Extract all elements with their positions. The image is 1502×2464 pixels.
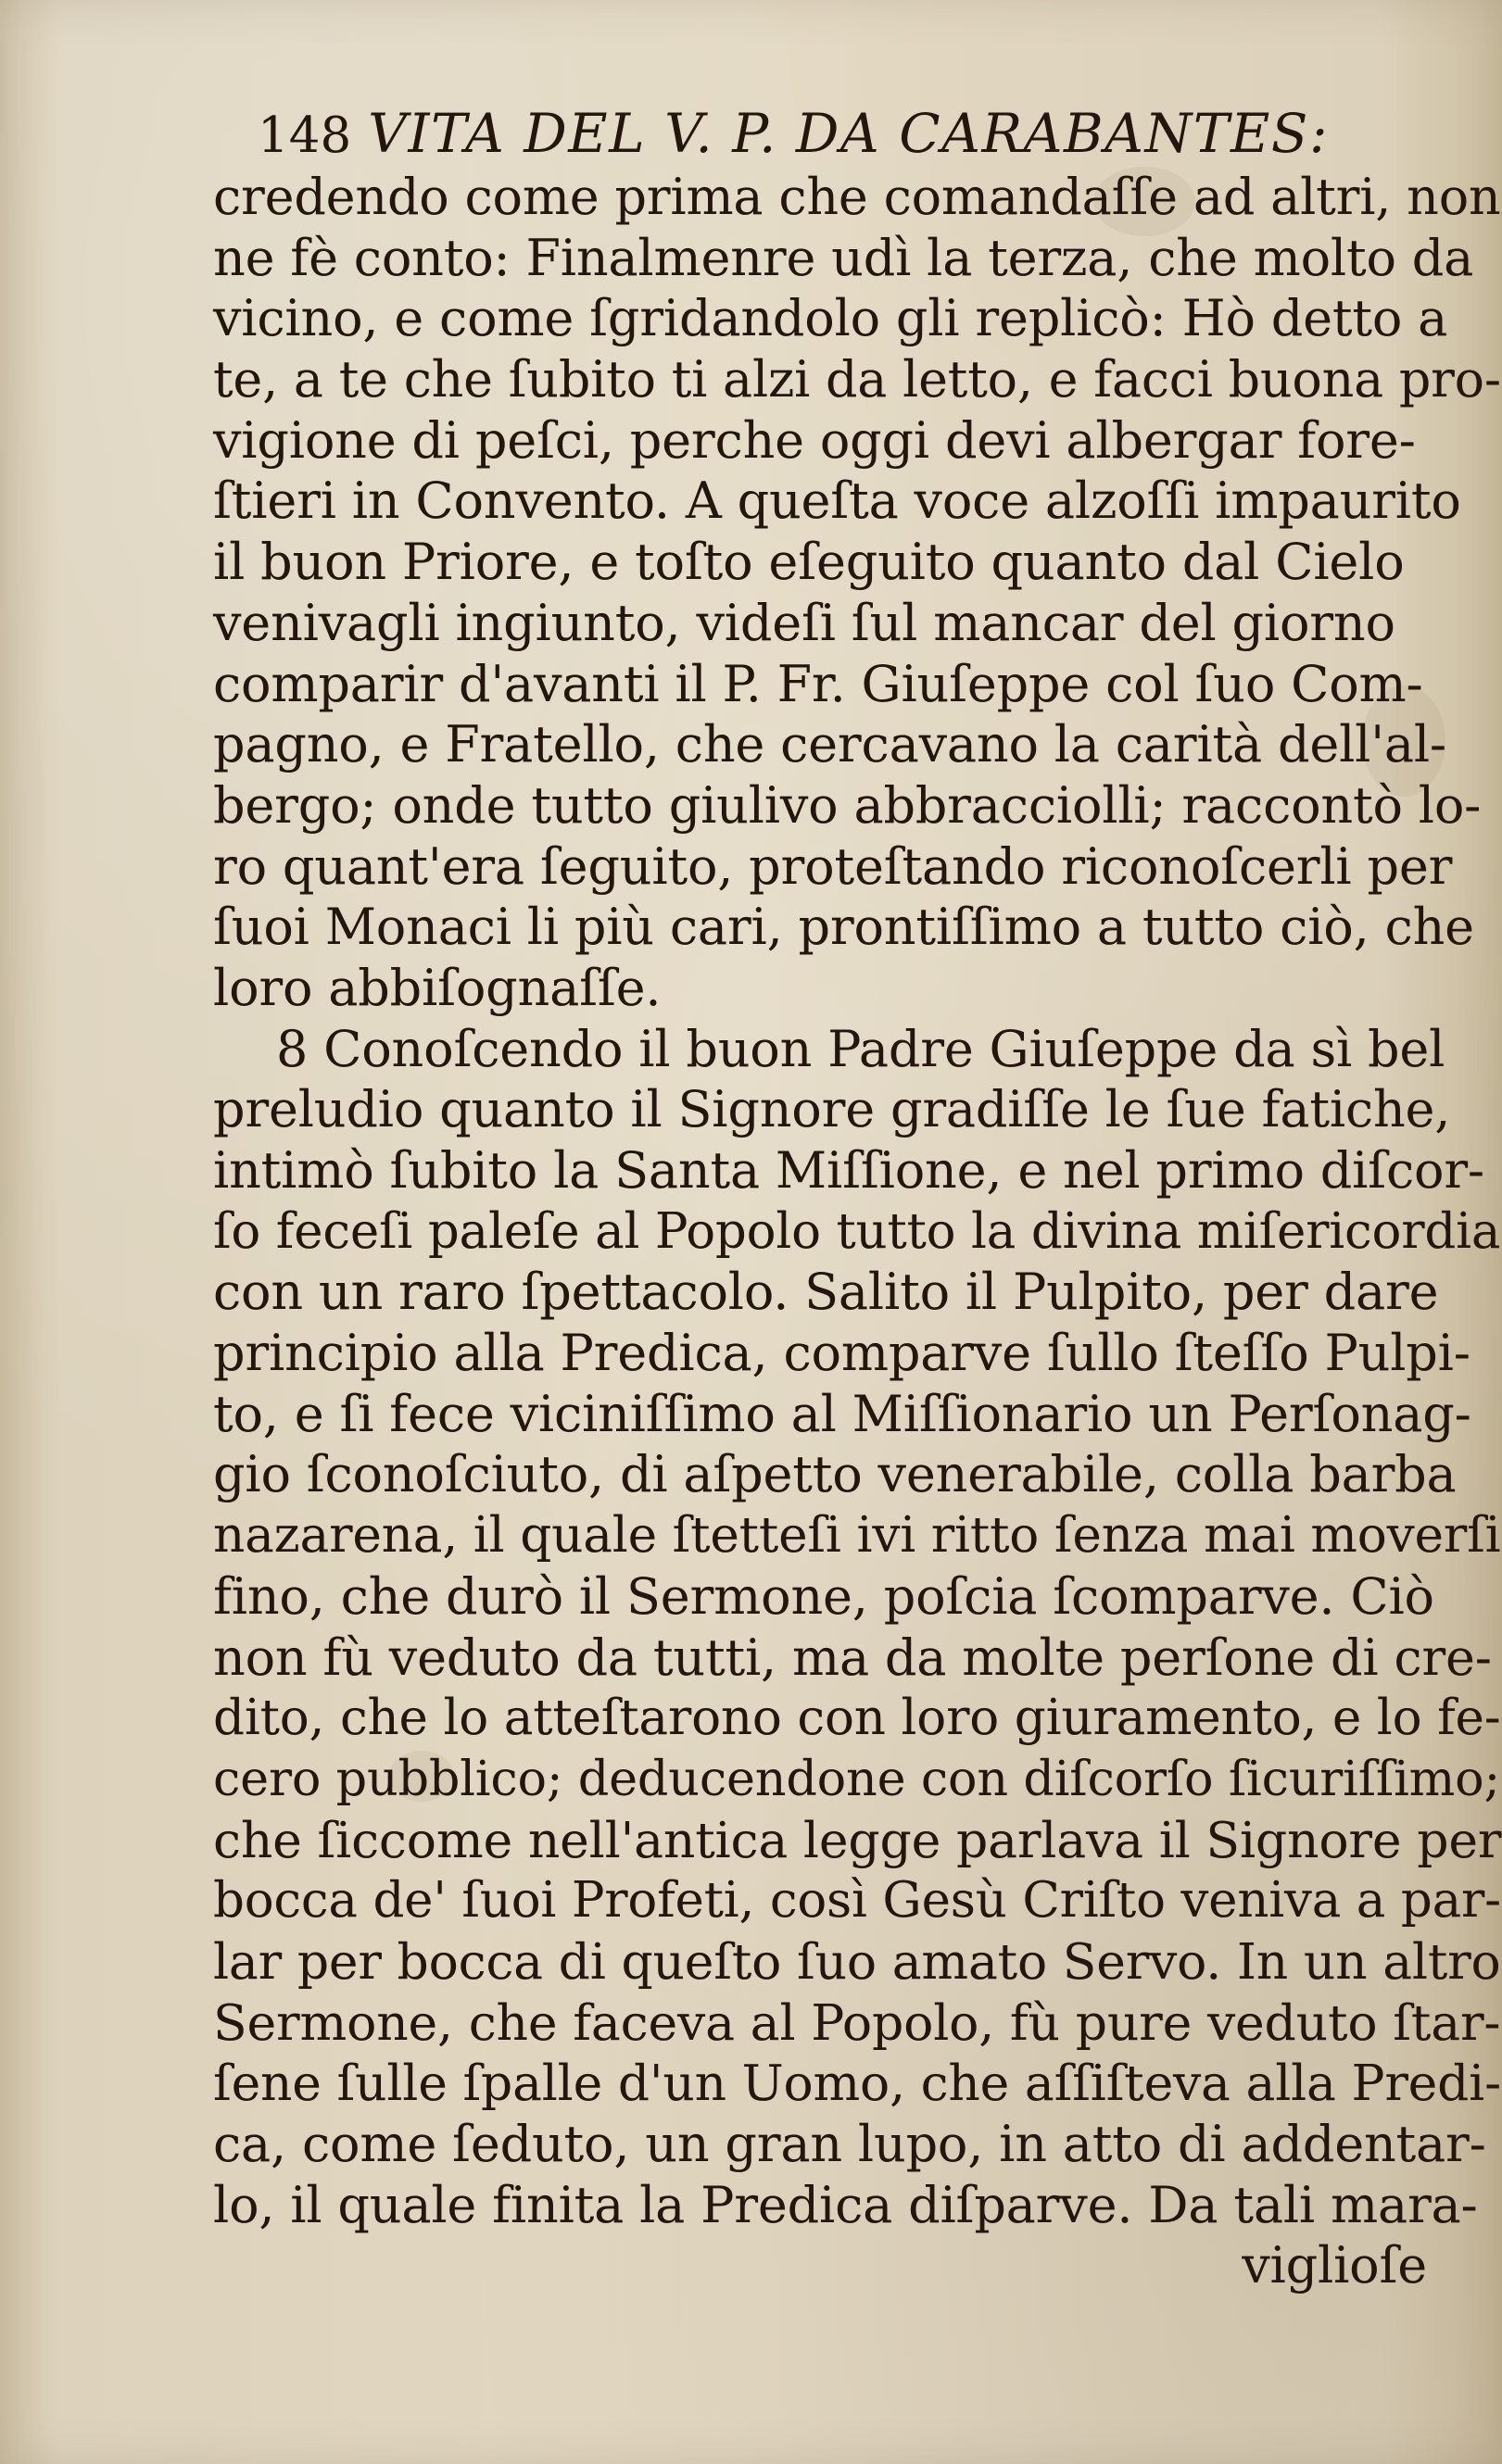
- text-line: bergo; onde tutto giulivo abbracciolli; raccontò lo-: [213, 775, 1482, 835]
- text-line: dito, che lo atteſtarono con loro giuramento, e lo fe-: [213, 1689, 1501, 1747]
- page-header: [258, 102, 1501, 165]
- text-line: loro abbiſognaſſe.: [213, 958, 662, 1017]
- text-line: che ſiccome nell'antica legge parlava il Signore per: [213, 1810, 1502, 1869]
- catchword: viglioſe: [1242, 2236, 1427, 2295]
- text-line: non fù veduto da tutti, ma da molte perſone di cre-: [213, 1628, 1492, 1687]
- text-line: lo, il quale finita la Predica diſparve. Da tali mara-: [213, 2175, 1478, 2234]
- text-line: pagno, e Fratello, che cercavano la carità dell'al-: [213, 715, 1446, 774]
- text-line: cero pubblico; deducendone con diſcorſo ſicuriſſimo;: [213, 1750, 1500, 1807]
- paragraph-start-line: 8 Conoſcendo il buon Padre Giuſeppe da sì bel: [276, 1019, 1445, 1078]
- text-line: il buon Priore, e toſto eſeguito quanto dal Cielo: [213, 533, 1405, 592]
- text-line: con un raro ſpettacolo. Salito il Pulpito, per dare: [213, 1263, 1439, 1322]
- text-line: te, a te che ſubito ti alzi da letto, e facci buona pro-: [213, 350, 1501, 409]
- text-line: ca, come ſeduto, un gran lupo, in atto di addentar-: [213, 2115, 1486, 2173]
- text-line: vigione di peſci, perche oggi devi albergar fore-: [213, 410, 1416, 470]
- text-line: ſo feceſi paleſe al Popolo tutto la divina miſericordia: [213, 1202, 1501, 1260]
- text-line: ſuoi Monaci li più cari, prontiſſimo a tutto ciò, che: [213, 898, 1474, 957]
- text-line: ſene ſulle ſpalle d'un Uomo, che aſſiſteva alla Predi-: [213, 2054, 1501, 2113]
- text-line: gio ſconoſciuto, di aſpetto venerabile, colla barba: [213, 1445, 1457, 1504]
- text-line: fino, che durò il Sermone, poſcia ſcomparve. Ciò: [213, 1566, 1434, 1626]
- text-line: Sermone, che faceva al Popolo, fù pure veduto ſtar-: [213, 1993, 1501, 2052]
- text-line: lar per bocca di queſto ſuo amato Servo. In un altro: [213, 1931, 1501, 1991]
- text-line: intimò ſubito la Santa Miſſione, e nel primo diſcor-: [213, 1141, 1484, 1200]
- page-number: 148: [258, 107, 352, 164]
- text-line: vicino, e come ſgridandolo gli replicò: Hò detto a: [213, 289, 1448, 348]
- text-line: credendo come prima che comandaſſe ad altri, non: [213, 168, 1501, 226]
- text-line: ne fè conto: Finalmenre udì la terza, che molto da: [213, 228, 1474, 287]
- text-line: nazarena, il quale ſtetteſi ivi ritto ſenza mai moverſi: [213, 1506, 1501, 1565]
- text-block: [213, 102, 1501, 2296]
- text-line: to, e ſi fece viciniſſimo al Miſſionario un Perſonag-: [213, 1384, 1471, 1443]
- text-line: bocca de' ſuoi Profeti, così Gesù Criſto veniva a par-: [213, 1872, 1501, 1930]
- text-line: venivagli ingiunto, videſi ſul mancar del giorno: [213, 593, 1395, 652]
- text-line: principio alla Predica, comparve ſullo ſteſſo Pulpi-: [213, 1324, 1470, 1383]
- running-head: VITA DEL V. P. DA CARABANTES:: [368, 102, 1330, 165]
- text-line: comparir d'avanti il P. Fr. Giuſeppe col ſuo Com-: [213, 654, 1423, 713]
- text-line: ro quant'era ſeguito, proteſtando riconoſcerli per: [213, 836, 1453, 896]
- text-line: ſtieri in Convento. A queſta voce alzoſſi impaurito: [213, 471, 1461, 531]
- text-line: preludio quanto il Signore gradiſſe le ſue fatiche,: [213, 1080, 1451, 1139]
